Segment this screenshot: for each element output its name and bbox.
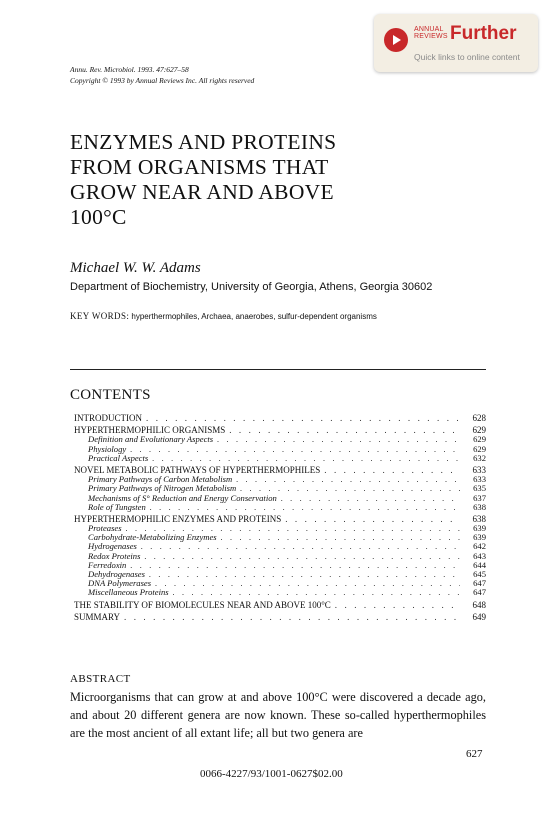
toc-entry-page: 639 [473,532,486,543]
toc-leader-dots [124,613,460,622]
citation-line: Annu. Rev. Microbiol. 1993. 47:627–58 [70,65,189,74]
toc-leader-dots [130,561,460,570]
toc-leader-dots [144,552,460,561]
keywords-values: hyperthermophiles, Archaea, anaerobes, sulfur-dependent organisms [131,312,377,321]
toc-entry [74,414,486,423]
title-line: 100°C [70,205,127,229]
badge-title: Further [450,23,517,44]
toc-entry-page: 638 [473,501,486,512]
article-title [70,130,336,230]
page-number: 627 [466,748,483,760]
toc-entry-page: 645 [473,569,486,579]
toc-entry [74,503,486,512]
footer-code: 0066-4227/93/1001-0627$02.00 [200,768,343,780]
toc-leader-dots [141,542,460,551]
affiliation: Department of Biochemistry, University of Georgia, Athens, Georgia 30602 [70,281,433,293]
citation [70,64,254,86]
toc-entry-label: HYPERTHERMOPHILIC ORGANISMS [74,425,226,436]
toc-leader-dots [217,435,460,444]
toc-entry-page: 633 [473,474,486,485]
toc-entry-label: Primary Pathways of Nitrogen Metabolism [88,483,237,494]
toc-entry [74,601,486,610]
toc-entry-page: 638 [472,513,486,524]
toc-leader-dots [324,466,460,475]
toc-leader-dots [146,414,460,423]
toc-entry-label: Primary Pathways of Carbon Metabolism [88,474,233,485]
badge-subtitle: Quick links to online content [414,52,520,62]
abstract-text: Microorganisms that can grow at and above 100°C were discovered a decade ago, and about 20 different genera are now known. These so-called hyperthermophiles are the most ancient of all extant life; all but two genera are [70,690,486,740]
table-of-contents [74,414,486,622]
toc-entry-page: 628 [472,413,486,423]
toc-entry [74,588,486,597]
toc-entry [74,435,486,444]
toc-entry-label: DNA Polymerases [88,578,152,589]
abstract-heading: ABSTRACT [70,673,131,685]
toc-entry-page: 639 [473,523,486,534]
toc-leader-dots [221,533,460,542]
toc-leader-dots [335,601,460,610]
toc-entry-label: INTRODUCTION [74,413,142,423]
toc-entry [74,454,486,463]
toc-entry [74,515,486,524]
play-icon [384,28,408,52]
toc-entry-label: Redox Proteins [88,550,141,561]
toc-leader-dots [152,454,460,463]
toc-entry-page: 649 [472,611,486,622]
toc-entry-page: 642 [473,541,486,552]
toc-entry-page: 629 [473,443,486,454]
toc-leader-dots [281,494,460,503]
toc-entry-page: 647 [473,587,486,598]
contents-heading: CONTENTS [70,387,151,403]
toc-entry-label: NOVEL METABOLIC PATHWAYS OF HYPERTHERMOPHILES [74,464,321,475]
toc-entry-page: 635 [473,483,486,494]
title-line: FROM ORGANISMS THAT [70,155,329,179]
toc-entry-label: Definition and Evolutionary Aspects [88,434,214,445]
toc-entry-page: 632 [473,452,486,463]
toc-entry-label: Proteases [88,523,122,534]
toc-entry [74,613,486,622]
toc-leader-dots [285,515,460,524]
toc-entry-page: 648 [472,599,486,610]
toc-entry-page: 637 [473,492,486,503]
toc-leader-dots [173,588,460,597]
toc-entry-label: Hydrogenases [88,541,137,552]
toc-entry-label: Dehydrogenases [88,569,145,579]
toc-entry-label: Practical Aspects [88,452,149,463]
toc-entry-label: Physiology [88,443,127,454]
keywords-label: KEY WORDS: [70,311,130,321]
title-line: GROW NEAR AND ABOVE [70,180,334,204]
badge-publisher: ANNUAL REVIEWS [414,26,448,40]
toc-leader-dots [229,426,460,435]
toc-entry-label: Role of Tungsten [88,501,146,512]
toc-entry-page: 643 [473,550,486,561]
toc-entry-page: 647 [473,578,486,589]
title-line: ENZYMES AND PROTEINS [70,130,337,154]
toc-entry-page: 644 [473,559,486,570]
toc-leader-dots [155,579,460,588]
further-badge[interactable] [374,14,538,72]
toc-entry-label: Mechanisms of S° Reduction and Energy Conservation [88,492,277,503]
toc-entry-label: Ferredoxin [88,559,127,570]
toc-leader-dots [236,475,460,484]
toc-entry-page: 629 [472,425,486,436]
keywords [70,311,377,321]
toc-entry-label: Carbohydrate-Metabolizing Enzymes [88,532,217,543]
toc-entry-label: Miscellaneous Proteins [88,587,169,598]
toc-entry [74,552,486,561]
toc-entry-page: 633 [472,464,486,475]
toc-entry-page: 629 [473,434,486,445]
toc-entry-label: HYPERTHERMOPHILIC ENZYMES AND PROTEINS [74,513,282,524]
divider [70,369,486,370]
toc-leader-dots [130,445,460,454]
toc-leader-dots [149,570,460,579]
toc-entry-label: THE STABILITY OF BIOMOLECULES NEAR AND ABOVE 100°C [74,599,331,610]
author: Michael W. W. Adams [70,260,201,276]
toc-entry-label: SUMMARY [74,611,121,622]
toc-leader-dots [150,503,460,512]
copyright-line: Copyright © 1993 by Annual Reviews Inc. All rights reserved [70,76,255,85]
